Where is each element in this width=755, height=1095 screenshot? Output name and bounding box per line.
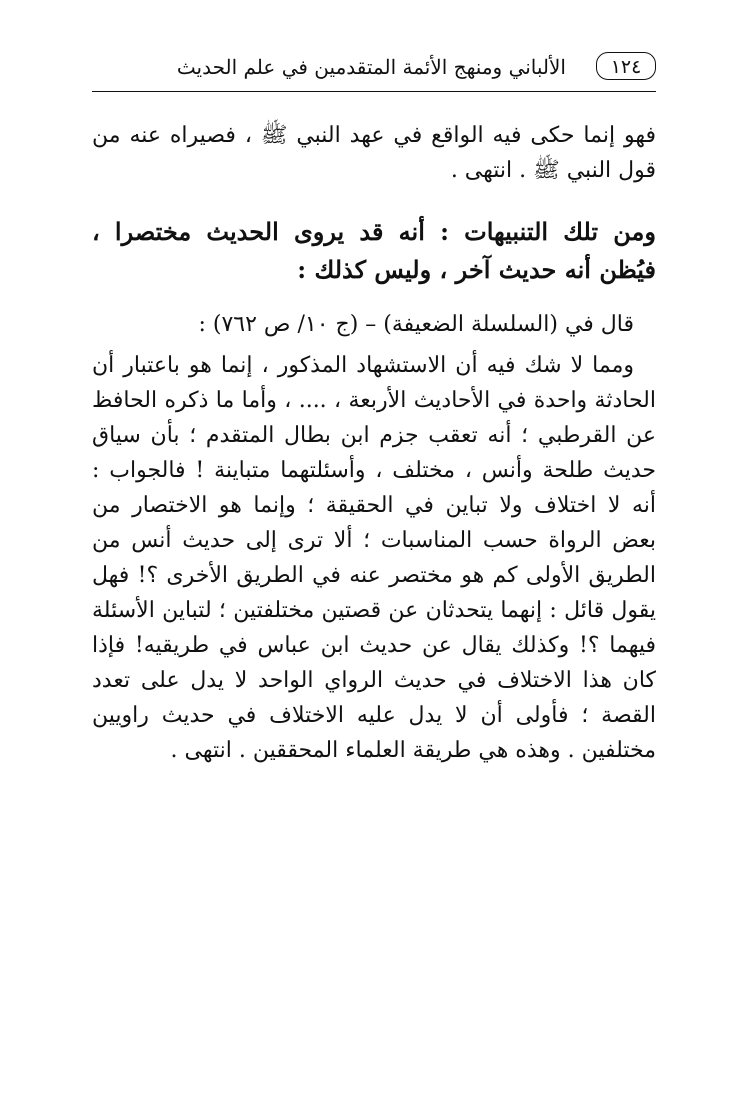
quoted-passage: ومما لا شك فيه أن الاستشهاد المذكور ، إنما هو باعتبار أن الحادثة واحدة في الأحاديث الأربعة ، .... ، وأما ما ذكره الحافظ عن القرطبي ؛ أنه تعقب جزم ابن بطال المتقدم ؛ بأن سياق حديث طلحة وأنس ، مختلف ، وأسئلتهما متباينة ! فالجواب : أنه لا اختلاف ولا تباين في الحقيقة ؛ وإنما هو الاختصار من بعض الرواة حسب المناسبات ؛ ألا ترى إلى حديث أنس من الطريق الأولى كم هو مختصر عنه في الطريق الأخرى ؟! فهل يقول قائل : إنهما يتحدثان عن قصتين مختلفتين ؛ لتباين الأسئلة فيهما ؟! وكذلك يقال عن حديث ابن عباس في طريقيه! فإذا كان هذا الاختلاف في حديث الرواي الواحد لا يدل على تعدد القصة ؛ فأولى أن لا يدل عليه الاختلاف في حديث راويين مختلفين . وهذه هي طريقة العلماء المحققين . انتهى .: [92, 353, 656, 763]
page-number: ١٢٤: [596, 52, 656, 80]
source-citation: قال في (السلسلة الضعيفة) – (ج ١٠/ ص ٧٦٢) :: [198, 312, 634, 337]
section-heading: ومن تلك التنبيهات : أنه قد يروى الحديث مختصرا ، فيُظن أنه حديث آخر ، وليس كذلك :: [92, 217, 656, 284]
page-header: [92, 46, 656, 94]
running-title: الألباني ومنهج الأئمة المتقدمين في علم الحديث: [176, 55, 566, 79]
page-body: [92, 118, 656, 768]
paragraph-continuation: فهو إنما حكى فيه الواقع في عهد النبي ﷺ ، فصيراه عنه من قول النبي ﷺ . انتهى .: [92, 123, 656, 183]
header-rule: [92, 91, 656, 92]
